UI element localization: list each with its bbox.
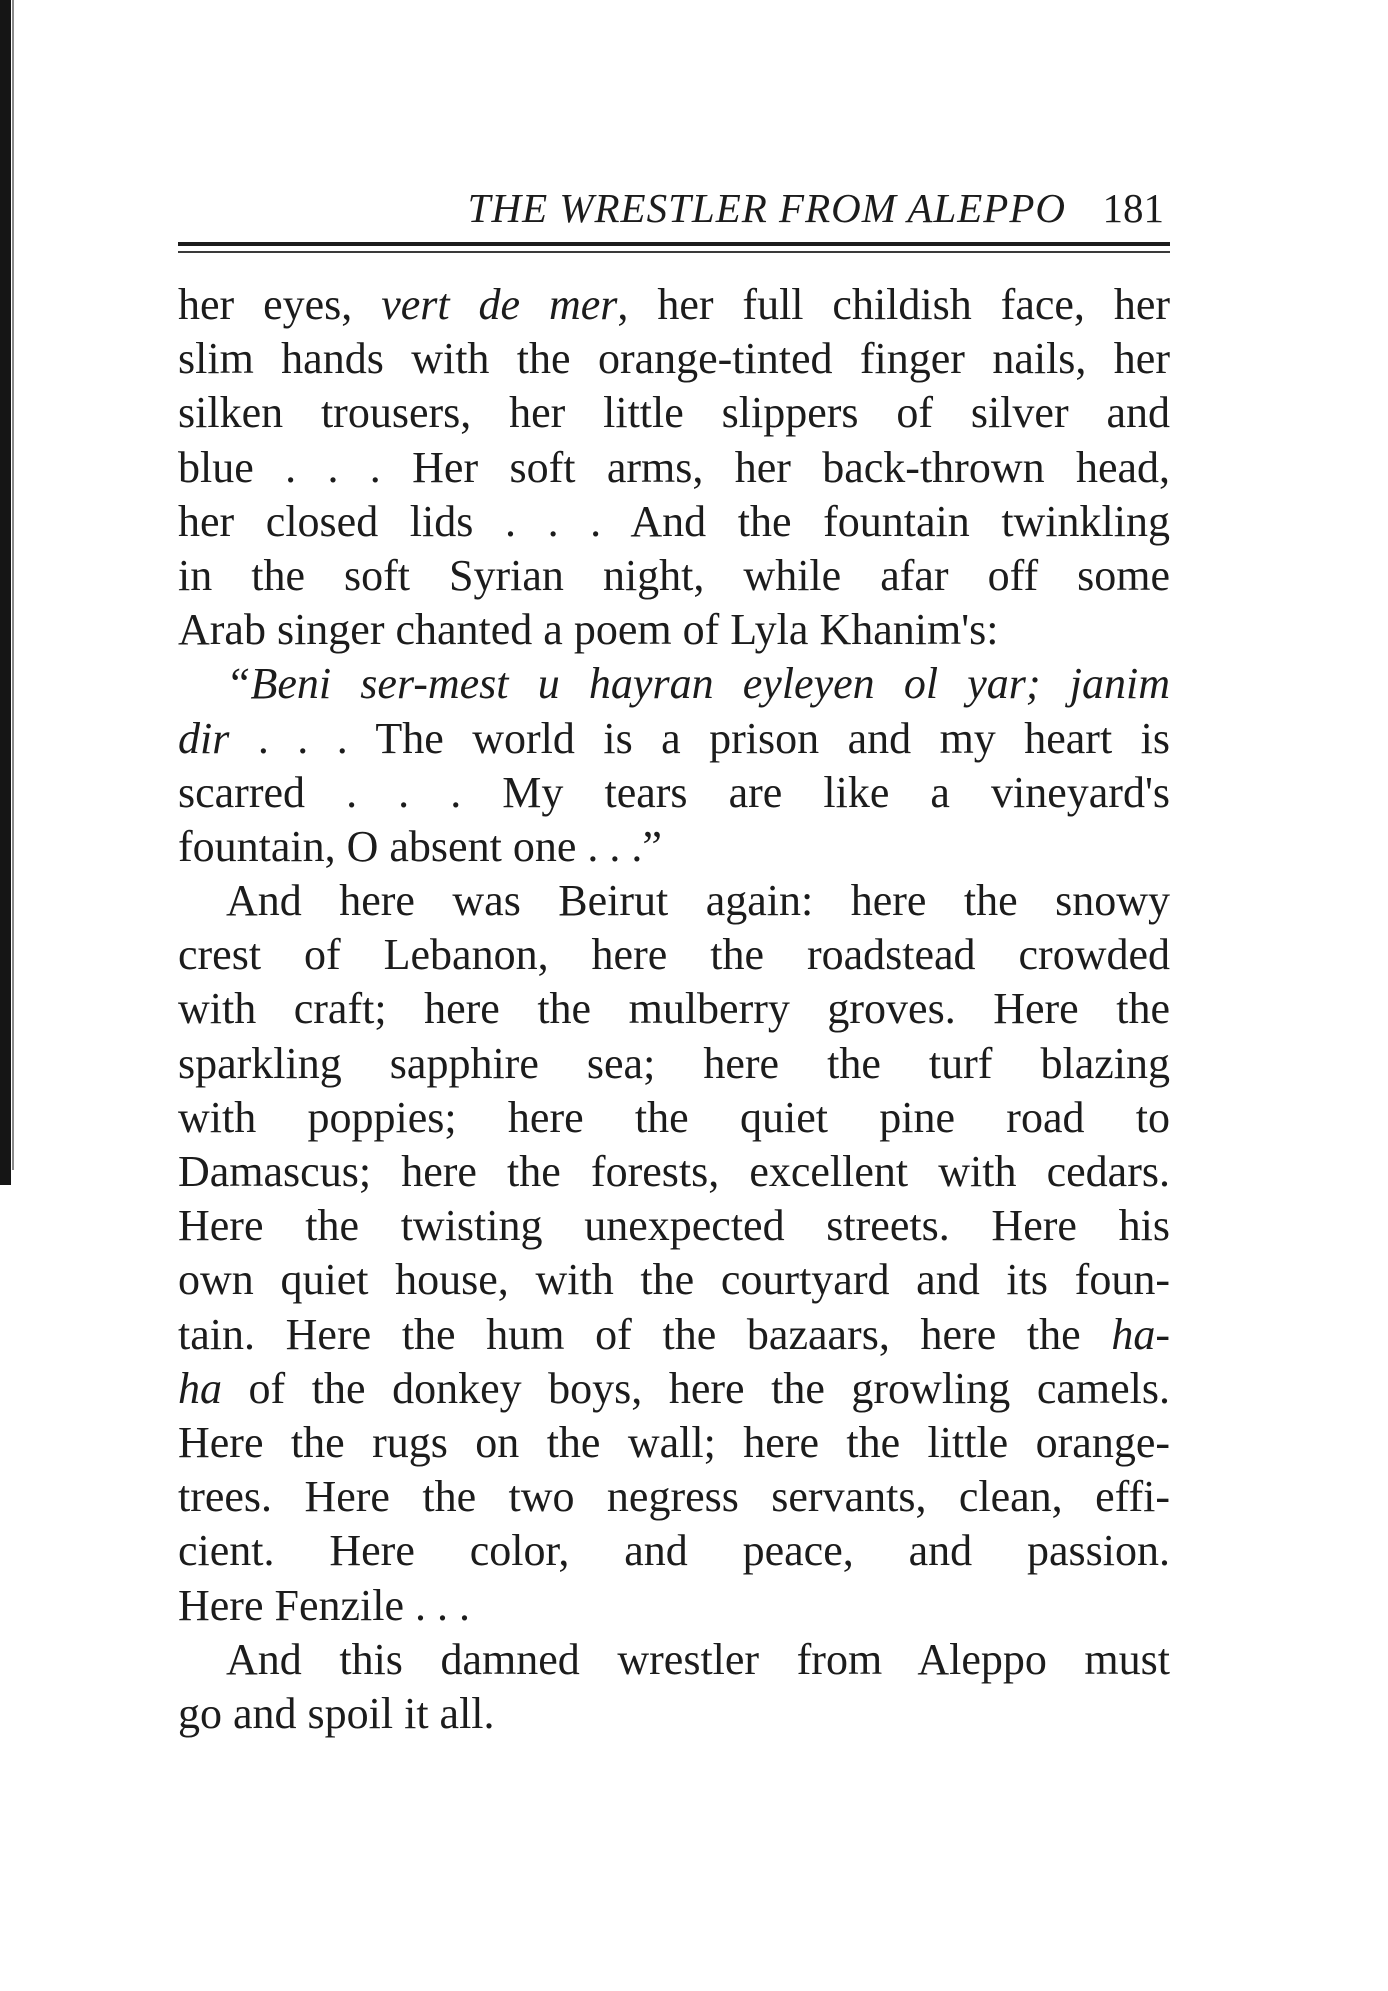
italic-phrase: ha- — [1111, 1309, 1170, 1359]
text-line: slim hands with the orange-tinted finger nails, her — [178, 334, 1170, 384]
italic-phrase: ha — [178, 1363, 222, 1413]
text-line: trees. Here the two negress servants, clean, effi- — [178, 1472, 1170, 1522]
text-span: . . . The world is a prison and my heart is — [229, 713, 1170, 763]
text-line: Damascus; here the forests, excellent with cedars. — [178, 1147, 1170, 1196]
italic-phrase: vert de mer — [381, 280, 618, 329]
text-line: with poppies; here the quiet pine road to — [178, 1092, 1170, 1142]
text-line: go and spoil it all. — [178, 1688, 495, 1738]
text-line — [178, 1308, 1170, 1362]
text-line: her closed lids . . . And the fountain twinkling — [178, 496, 1170, 546]
paragraph-first-line: And here was Beirut again: here the snowy — [226, 876, 1170, 926]
text-line: scarred . . . My tears are like a vineyard's — [178, 767, 1170, 817]
page-number: 181 — [1102, 185, 1164, 231]
text-line — [178, 712, 1170, 766]
text-span: of the donkey boys, here the growling camels. — [222, 1363, 1170, 1413]
binding-edge-line — [12, 0, 14, 1170]
quote-line: “Beni ser-mest u hayran eyleyen ol yar; janim — [226, 659, 1170, 709]
binding-edge-shadow — [0, 0, 11, 1185]
paragraph-first-line: And this damned wrestler from Aleppo must — [226, 1634, 1170, 1684]
text-line: cient. Here color, and peace, and passion. — [178, 1526, 1170, 1576]
body-text — [178, 278, 1170, 1741]
text-line: with craft; here the mulberry groves. Here the — [178, 984, 1170, 1034]
text-line: Here Fenzile . . . — [178, 1580, 470, 1630]
text-line — [178, 278, 1170, 332]
text-line: Here the twisting unexpected streets. Here his — [178, 1201, 1170, 1251]
running-title: THE WRESTLER FROM ALEPPO — [467, 185, 1066, 231]
text-line: own quiet house, with the courtyard and its foun- — [178, 1255, 1170, 1305]
text-line: in the soft Syrian night, while afar off some — [178, 550, 1170, 600]
header-rule-thin — [178, 251, 1170, 253]
text-span: , her full childish face, her — [617, 280, 1171, 329]
text-line — [178, 1362, 1170, 1416]
text-line: fountain, O absent one . . .” — [178, 821, 662, 871]
text-line: Here the rugs on the wall; here the little orange- — [178, 1417, 1170, 1467]
italic-phrase: dir — [178, 713, 230, 763]
text-line: Arab singer chanted a poem of Lyla Khanim's: — [178, 605, 999, 655]
text-span: tain. Here the hum of the bazaars, here the — [178, 1309, 1112, 1359]
text-line: silken trousers, her little slippers of silver and — [178, 388, 1170, 438]
text-span: her eyes, — [178, 280, 382, 329]
header-rule-thick — [178, 242, 1170, 246]
text-line: blue . . . Her soft arms, her back-thrown head, — [178, 442, 1170, 492]
text-line: sparkling sapphire sea; here the turf blazing — [178, 1038, 1170, 1088]
text-line: crest of Lebanon, here the roadstead crowded — [178, 930, 1170, 980]
page-header — [178, 180, 1170, 236]
